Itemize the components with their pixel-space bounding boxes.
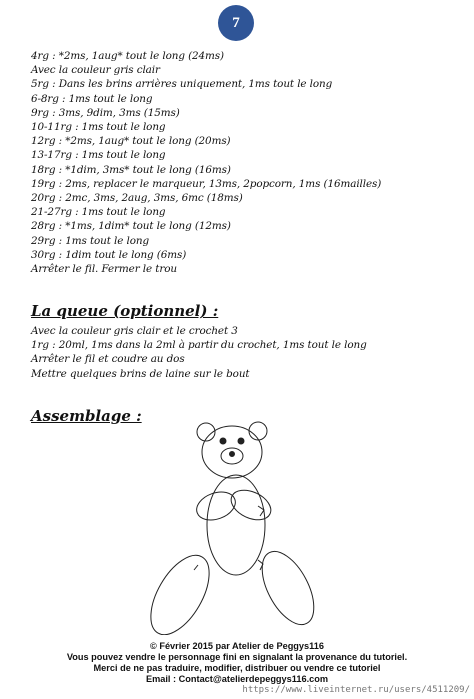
pattern-row: 9rg : 3ms, 9dim, 3ms (15ms) <box>31 106 180 119</box>
pattern-row: 29rg : 1ms tout le long <box>31 234 150 247</box>
pattern-rows <box>31 49 461 276</box>
pattern-row: 19rg : 2ms, replacer le marqueur, 13ms, 2popcorn, 1ms (16mailles) <box>31 177 382 190</box>
pattern-row: 4rg : *2ms, 1aug* tout le long (24ms) <box>31 50 224 62</box>
right-ear <box>249 422 267 440</box>
restriction-line: Merci de ne pas traduire, modifier, distribuer ou vendre ce tutoriel <box>93 663 381 673</box>
pattern-row: 18rg : *1dim, 3ms* tout le long (16ms) <box>31 163 231 176</box>
left-eye <box>220 438 226 444</box>
left-arm <box>193 487 239 525</box>
pattern-row: 20rg : 2mc, 3ms, 2aug, 3ms, 6mc (18ms) <box>31 192 243 205</box>
source-url-watermark: https://www.liveinternet.ru/users/4511209/ <box>242 685 470 695</box>
assemblage-section-title: Assemblage : <box>31 407 142 425</box>
copyright-footer <box>0 641 474 685</box>
stitch-mark <box>194 565 198 570</box>
page-number: 7 <box>232 14 240 31</box>
email-line: Email : Contact@atelierdepeggys116.com <box>145 674 329 684</box>
pattern-row: 28rg : *1ms, 1dim* tout le long (12ms) <box>31 220 231 233</box>
pattern-row: 30rg : 1dim tout le long (6ms) <box>31 248 187 261</box>
queue-line: 1rg : 20ml, 1ms dans la 2ml à partir du crochet, 1ms tout le long <box>31 339 367 352</box>
pattern-row: 5rg : Dans les brins arrières uniquement, 1ms tout le long <box>31 78 333 91</box>
queue-section-title: La queue (optionnel) : <box>31 302 219 320</box>
queue-instructions <box>31 324 461 381</box>
right-eye <box>238 438 244 444</box>
queue-line: Arrêter le fil et coudre au dos <box>31 353 185 366</box>
queue-line: Avec la couleur gris clair et le crochet 3 <box>31 325 238 337</box>
page-number-badge <box>218 5 254 41</box>
pattern-row: 12rg : *2ms, 1aug* tout le long (20ms) <box>31 135 231 148</box>
queue-line: Mettre quelques brins de laine sur le bout <box>31 367 250 380</box>
right-leg <box>252 543 325 632</box>
pattern-row: 6-8rg : 1ms tout le long <box>31 92 153 105</box>
body <box>207 475 265 575</box>
usage-line: Vous pouvez vendre le personnage fini en signalant la provenance du tutoriel. <box>66 652 408 662</box>
nose <box>230 452 235 457</box>
right-arm <box>226 484 275 525</box>
pattern-row: 21-27rg : 1ms tout le long <box>31 206 166 219</box>
pattern-row: Arrêter le fil. Fermer le trou <box>31 263 177 276</box>
pattern-row: 13-17rg : 1ms tout le long <box>31 149 166 162</box>
assembly-diagram <box>146 410 326 635</box>
pattern-row: 10-11rg : 1ms tout le long <box>31 121 166 134</box>
copyright-line: © Février 2015 par Atelier de Peggys116 <box>150 641 324 651</box>
pattern-row: Avec la couleur gris clair <box>31 64 160 77</box>
left-leg <box>146 546 221 635</box>
